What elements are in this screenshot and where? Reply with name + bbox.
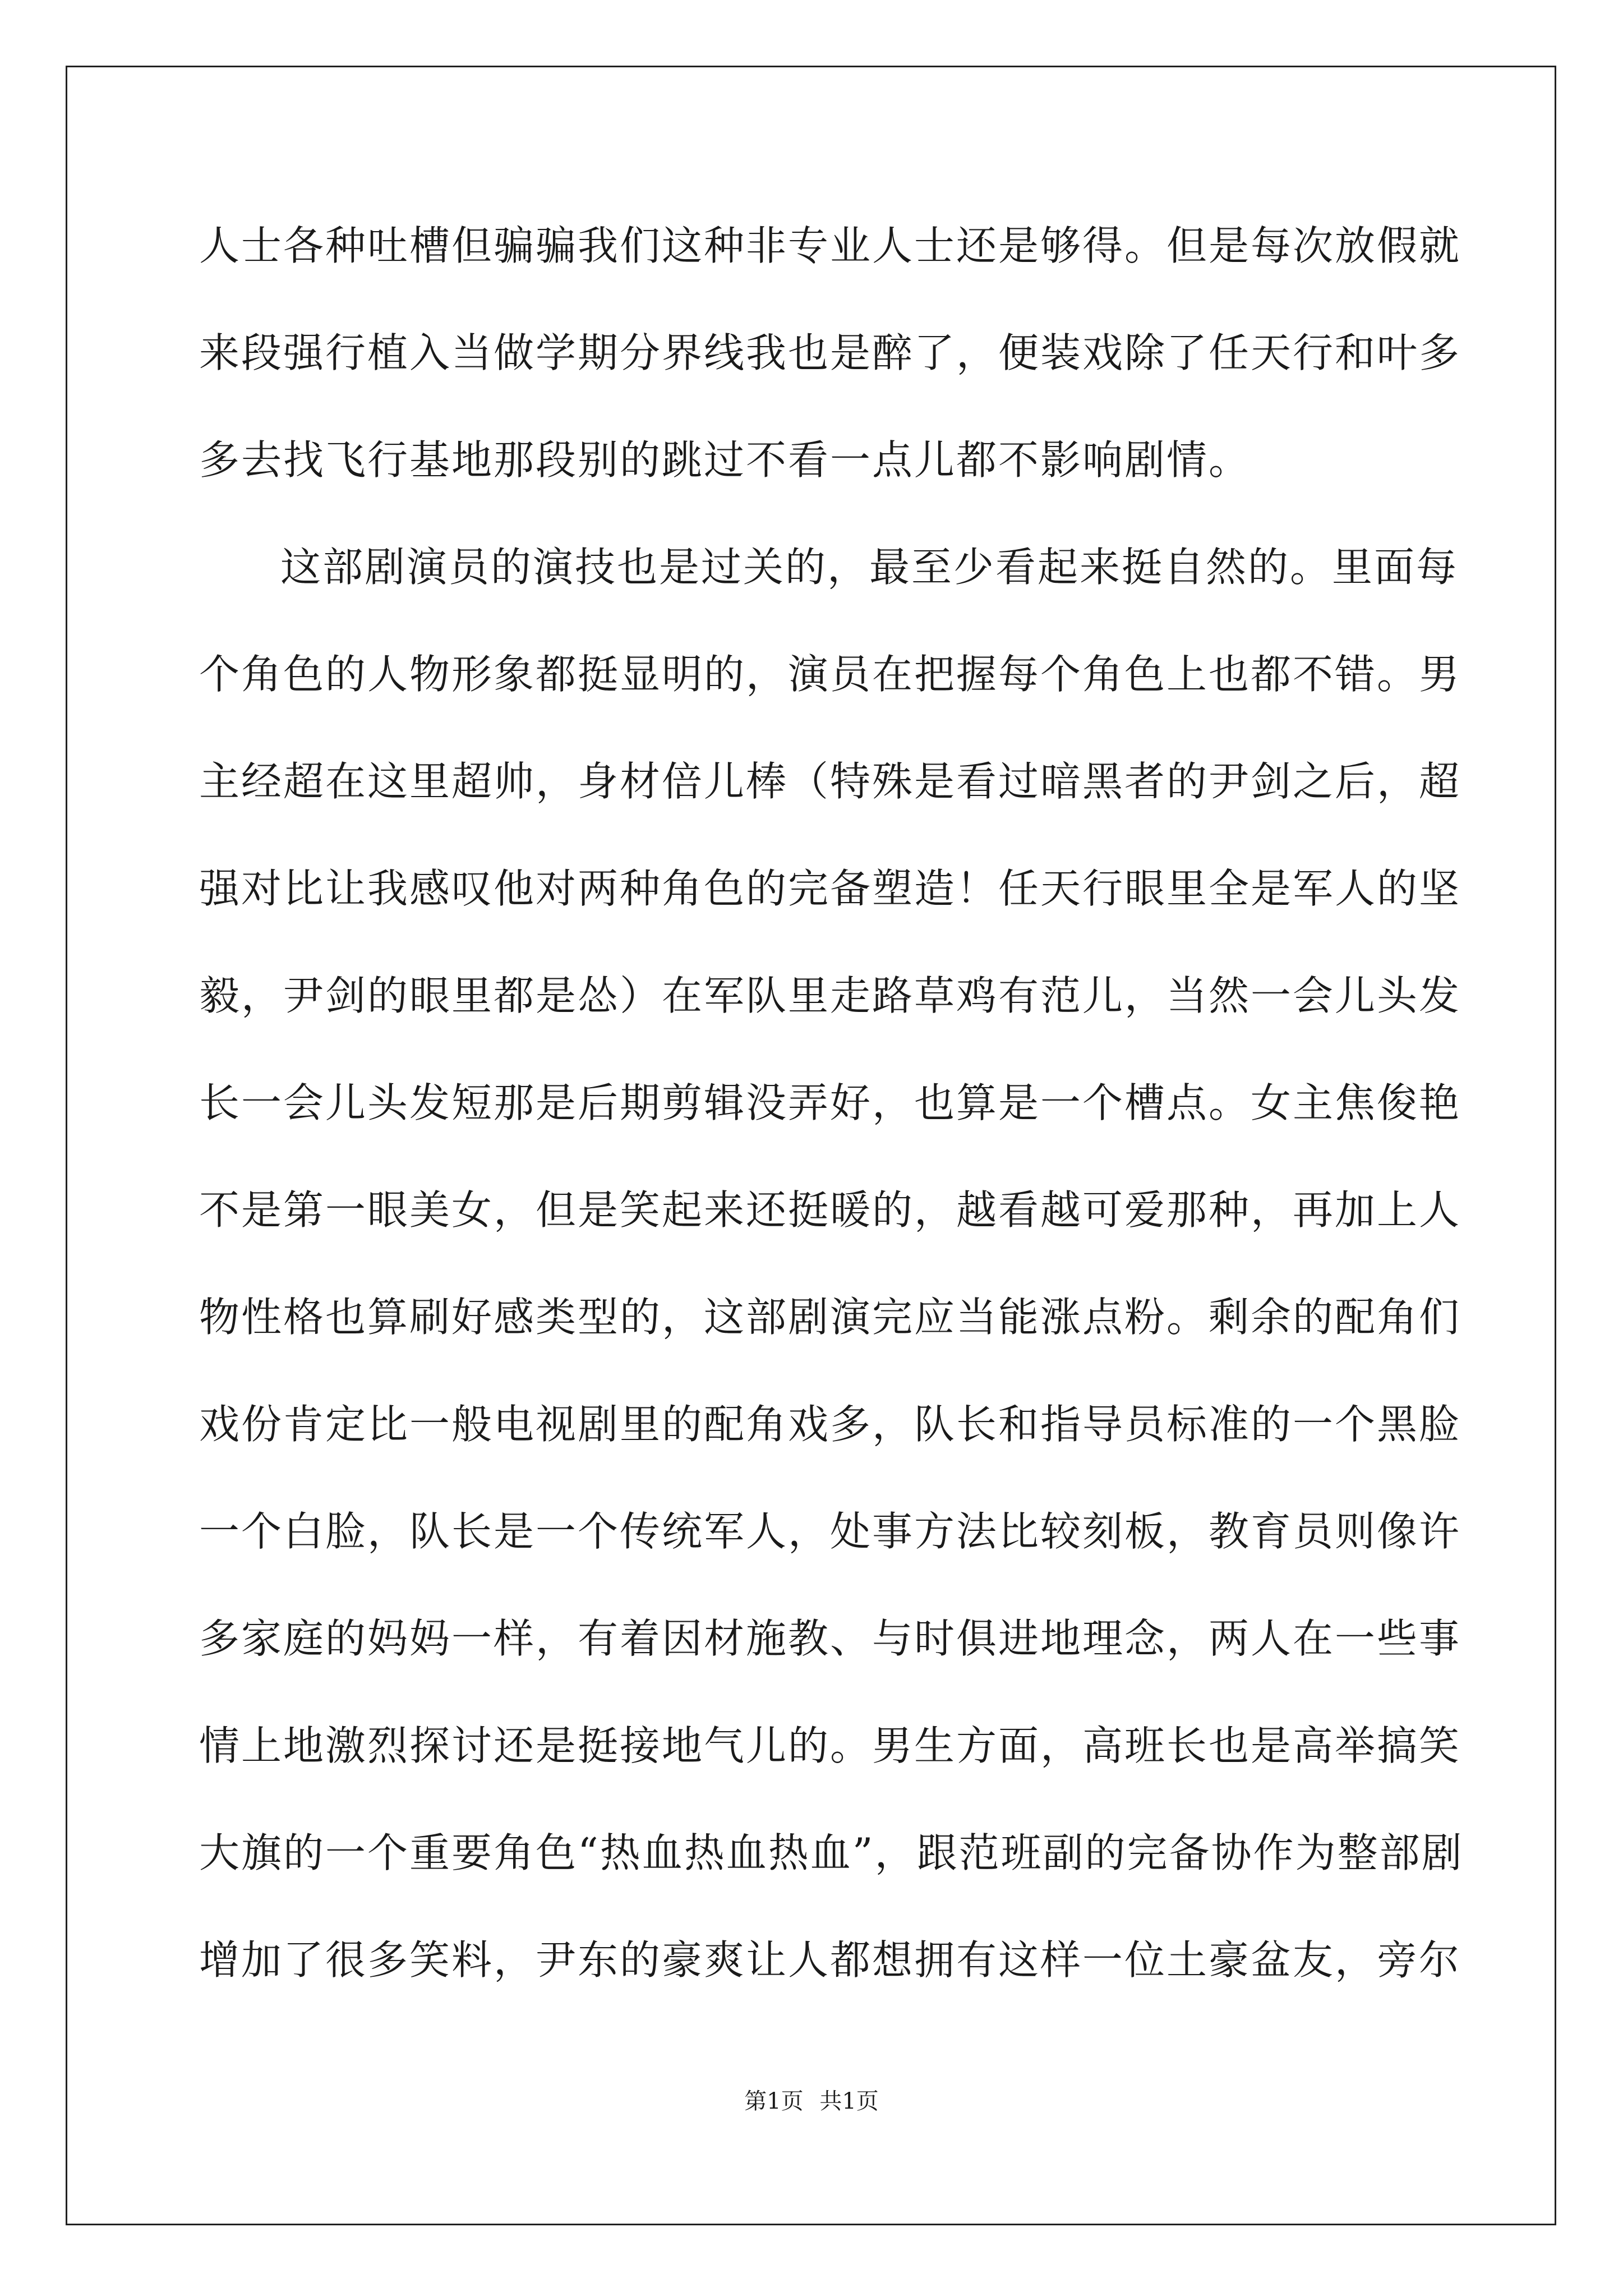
text-line: 戏份肯定比一般电视剧里的配角戏多，队长和指导员标准的一个黑脸 bbox=[199, 1401, 1461, 1448]
text-line: 多家庭的妈妈一样，有着因材施教、与时俱进地理念，两人在一些事 bbox=[199, 1615, 1461, 1662]
text-line: 强对比让我感叹他对两种角色的完备塑造！任天行眼里全是军人的坚 bbox=[199, 865, 1461, 912]
page-footer bbox=[0, 2086, 1623, 2117]
text-line: 毅，尹剑的眼里都是怂）在军队里走路草鸡有范儿，当然一会儿头发 bbox=[199, 972, 1461, 1019]
text-line: 人士各种吐槽但骗骗我们这种非专业人士还是够得。但是每次放假就 bbox=[199, 222, 1461, 269]
text-line: 个角色的人物形象都挺显明的，演员在把握每个角色上也都不错。男 bbox=[199, 651, 1461, 698]
text-line: 大旗的一个重要角色“热血热血热血”，跟范班副的完备协作为整部剧 bbox=[199, 1829, 1464, 1876]
text-line: 来段强行植入当做学期分界线我也是醉了，便装戏除了任天行和叶多 bbox=[199, 329, 1461, 376]
text-line: 一个白脸，队长是一个传统军人，处事方法比较刻板，教育员则像许 bbox=[199, 1508, 1461, 1555]
text-line: 这部剧演员的演技也是过关的，最至少看起来挺自然的。里面每 bbox=[280, 544, 1459, 591]
text-line: 物性格也算刷好感类型的，这部剧演完应当能涨点粉。剩余的配角们 bbox=[199, 1294, 1461, 1341]
document-body bbox=[199, 215, 1464, 2036]
page-number: 第1页 bbox=[744, 2088, 804, 2114]
page-total: 共1页 bbox=[819, 2088, 879, 2114]
text-line: 增加了很多笑料，尹东的豪爽让人都想拥有这样一位土豪盆友，旁尔 bbox=[199, 1936, 1461, 1984]
text-line: 不是第一眼美女，但是笑起来还挺暖的，越看越可爱那种，再加上人 bbox=[199, 1186, 1461, 1234]
text-line: 长一会儿头发短那是后期剪辑没弄好，也算是一个槽点。女主焦俊艳 bbox=[199, 1079, 1461, 1126]
text-line: 多去找飞行基地那段别的跳过不看一点儿都不影响剧情。 bbox=[199, 436, 1251, 484]
text-line: 情上地激烈探讨还是挺接地气儿的。男生方面，高班长也是高举搞笑 bbox=[199, 1722, 1461, 1769]
text-line: 主经超在这里超帅，身材倍儿棒（特殊是看过暗黑者的尹剑之后，超 bbox=[199, 758, 1461, 805]
